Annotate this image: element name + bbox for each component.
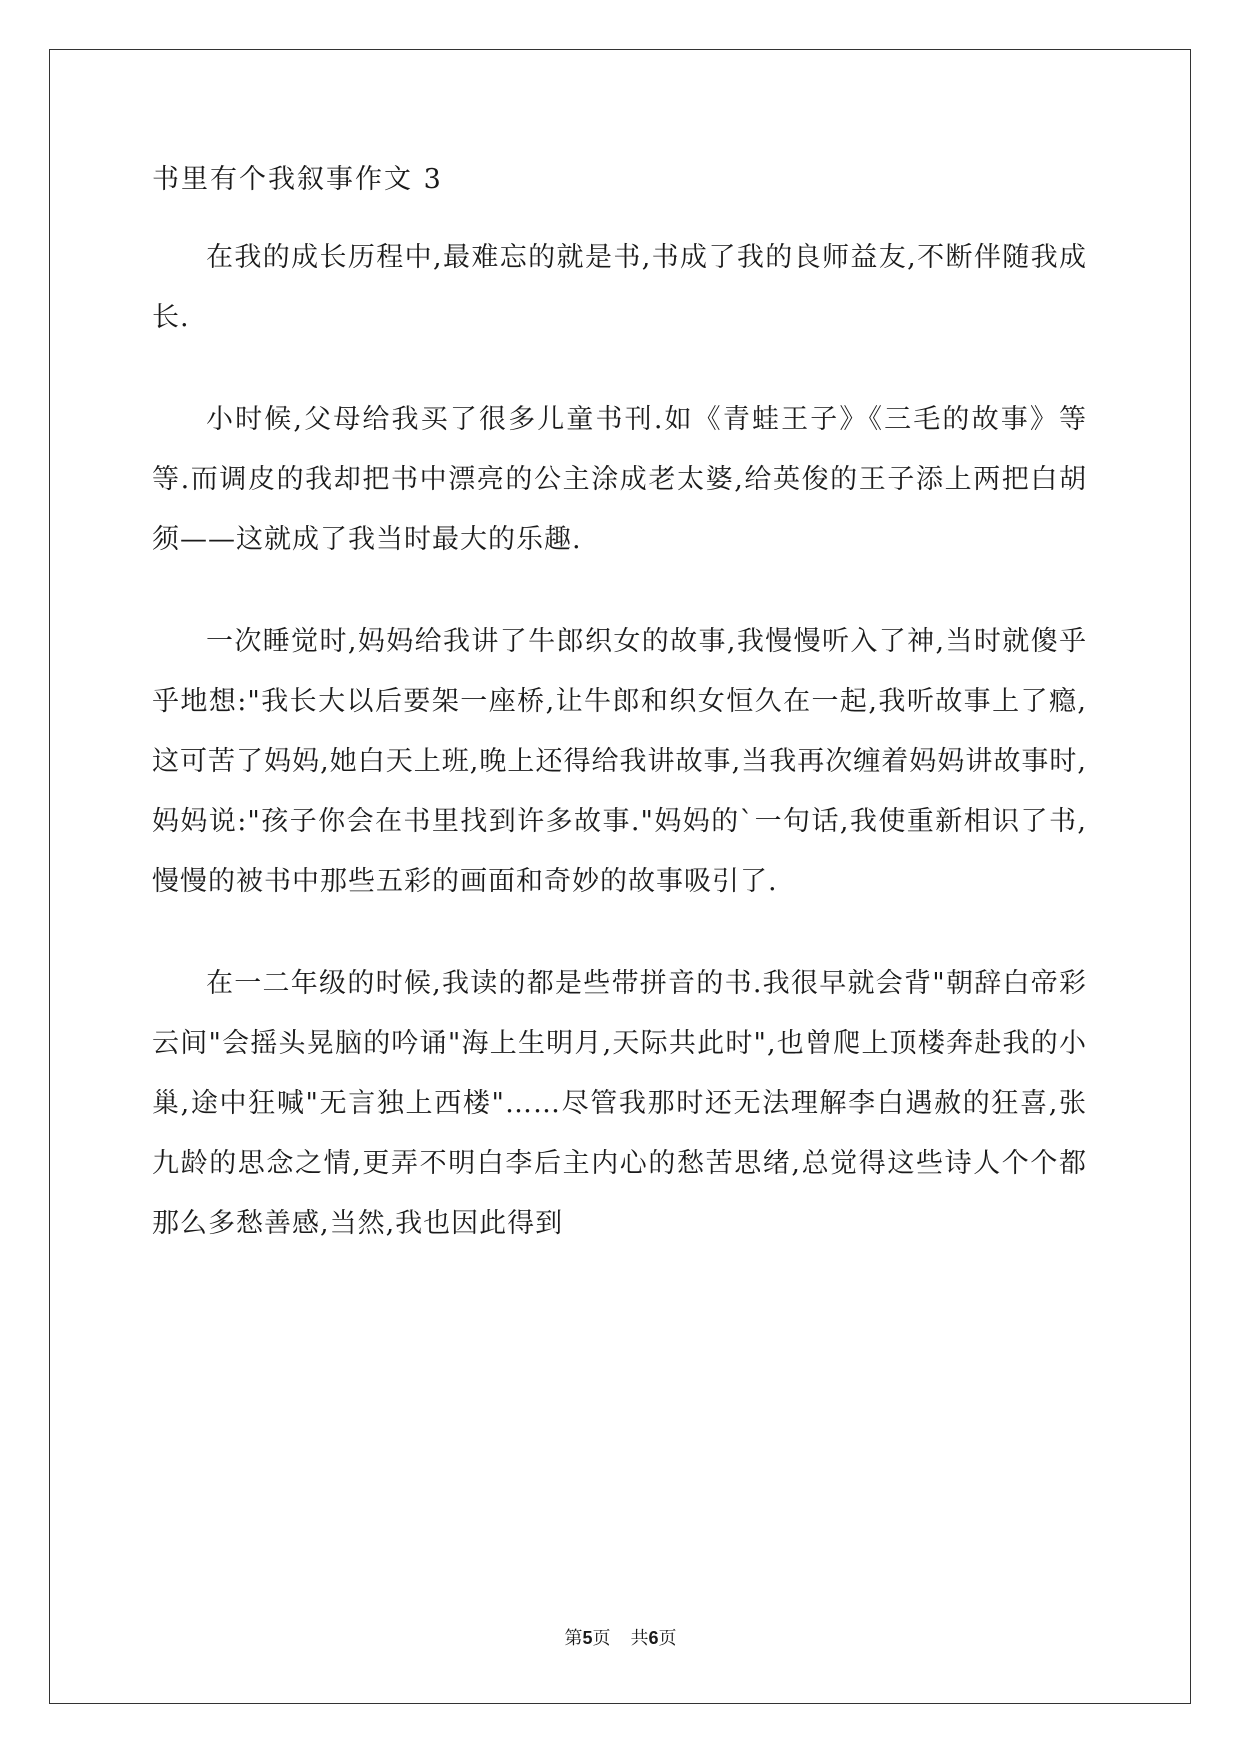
total-pages-number: 6 bbox=[648, 1628, 659, 1648]
paragraph-2: 小时候,父母给我买了很多儿童书刊.如《青蛙王子》《三毛的故事》等等.而调皮的我却把书中漂亮的公主涂成老太婆,给英俊的王子添上两把白胡须——这就成了我当时最大的乐趣. bbox=[152, 404, 1087, 555]
page-footer bbox=[0, 1626, 1241, 1651]
total-prefix: 共 bbox=[630, 1628, 649, 1649]
paragraph-3: 一次睡觉时,妈妈给我讲了牛郎织女的故事,我慢慢听入了神,当时就傻乎乎地想:"我长大以后要架一座桥,让牛郎和织女恒久在一起,我听故事上了瘾,这可苦了妈妈,她白天上班,晚上还得给我讲故事,当我再次缠着妈妈讲故事时,妈妈说:"孩子你会在书里找到许多故事."妈妈的`一句话,我使重新相识了书,慢慢的被书中那些五彩的画面和奇妙的故事吸引了. bbox=[152, 626, 1087, 897]
paragraph-4: 在一二年级的时候,我读的都是些带拼音的书.我很早就会背"朝辞白帝彩云间"会摇头晃脑的吟诵"海上生明月,天际共此时",也曾爬上顶楼奔赴我的小巢,途中狂喊"无言独上西楼"……尽管我那时还无法理解李白遇赦的狂喜,张九龄的思念之情,更弄不明白李后主内心的愁苦思绪,总觉得这些诗人个个都那么多愁善感,当然,我也因此得到 bbox=[152, 968, 1087, 1239]
paragraph-1: 在我的成长历程中,最难忘的就是书,书成了我的良师益友,不断伴随我成长. bbox=[152, 242, 1087, 333]
total-suffix: 页 bbox=[658, 1628, 677, 1649]
page-prefix: 第 bbox=[564, 1628, 583, 1649]
document-title: 书里有个我叙事作文 3 bbox=[152, 164, 443, 195]
document-body bbox=[152, 162, 1087, 1254]
current-page-number: 5 bbox=[582, 1628, 593, 1648]
page-suffix: 页 bbox=[592, 1628, 611, 1649]
